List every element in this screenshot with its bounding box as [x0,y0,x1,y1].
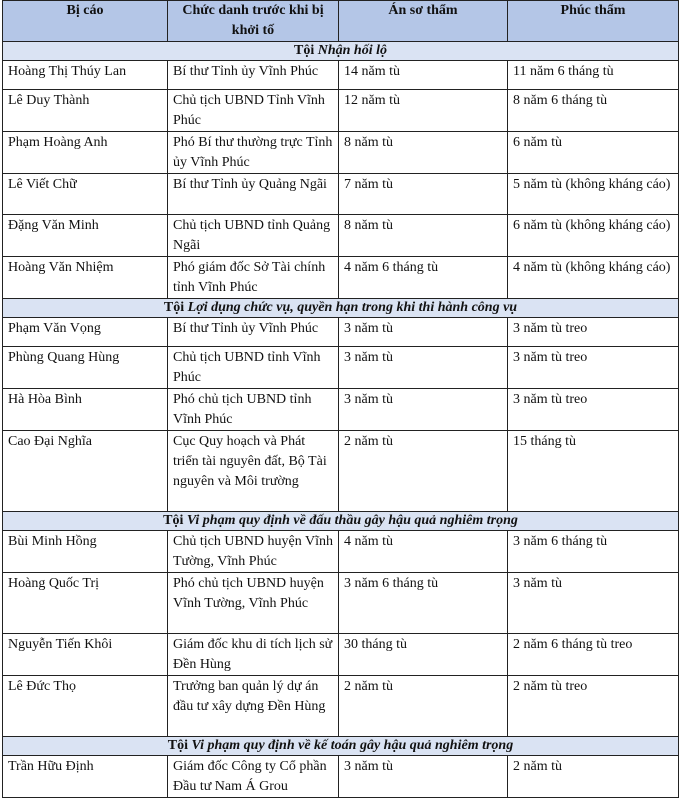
first-instance-cell: 7 năm tù [339,174,508,215]
defendant-cell: Đặng Văn Minh [3,215,168,257]
first-instance-cell: 14 năm tù [339,61,508,90]
table-row [3,215,679,257]
section-prefix: Tội [163,300,188,315]
appeal-cell: 2 năm tù [508,756,679,798]
defendant-cell: Hà Hòa Bình [3,389,168,431]
section-crime: Lợi dụng chức vụ, quyền hạn trong khi thi hành công vụ [187,300,518,315]
appeal-cell: 6 năm tù (không kháng cáo) [508,215,679,257]
section-header-abuse-of-power [3,299,679,318]
section-crime: Vi phạm quy định về kế toán gây hậu quả nghiêm trọng [191,738,514,753]
first-instance-cell: 3 năm tù [339,756,508,798]
table-row [3,347,679,389]
sentencing-table [2,0,679,798]
position-cell: Bí thư Tỉnh ủy Vĩnh Phúc [168,61,339,90]
position-cell: Phó Bí thư thường trực Tỉnh ủy Vĩnh Phúc [168,132,339,174]
defendant-cell: Phùng Quang Hùng [3,347,168,389]
table-row [3,174,679,215]
appeal-cell: 3 năm tù treo [508,389,679,431]
table-row [3,756,679,798]
defendant-cell: Cao Đại Nghĩa [3,431,168,512]
position-cell: Bí thư Tỉnh ủy Vĩnh Phúc [168,318,339,347]
appeal-cell: 3 năm tù treo [508,347,679,389]
header-first-instance: Án sơ thẩm [339,1,508,42]
appeal-cell: 2 năm 6 tháng tù treo [508,634,679,676]
first-instance-cell: 12 năm tù [339,90,508,132]
sentencing-table-container [2,0,678,798]
first-instance-cell: 3 năm 6 tháng tù [339,573,508,634]
position-cell: Chủ tịch UBND tỉnh Vĩnh Phúc [168,347,339,389]
position-cell: Giám đốc Công ty Cổ phần Đầu tư Nam Á Grou [168,756,339,798]
appeal-cell: 3 năm 6 tháng tù [508,531,679,573]
table-row [3,132,679,174]
defendant-cell: Nguyễn Tiến Khôi [3,634,168,676]
first-instance-cell: 3 năm tù [339,318,508,347]
appeal-cell: 15 tháng tù [508,431,679,512]
appeal-cell: 11 năm 6 tháng tù [508,61,679,90]
table-row [3,634,679,676]
appeal-cell: 2 năm tù treo [508,676,679,737]
first-instance-cell: 3 năm tù [339,389,508,431]
defendant-cell: Hoàng Thị Thúy Lan [3,61,168,90]
position-cell: Trưởng ban quản lý dự án đầu tư xây dựng Đền Hùng [168,676,339,737]
position-cell: Phó chủ tịch UBND tỉnh Vĩnh Phúc [168,389,339,431]
appeal-cell: 8 năm 6 tháng tù [508,90,679,132]
defendant-cell: Lê Viết Chữ [3,174,168,215]
position-cell: Chủ tịch UBND Tỉnh Vĩnh Phúc [168,90,339,132]
section-header-bidding-violation [3,512,679,531]
table-row [3,531,679,573]
table-row [3,90,679,132]
defendant-cell: Bùi Minh Hồng [3,531,168,573]
section-prefix: Tội [163,513,187,528]
defendant-cell: Lê Đức Thọ [3,676,168,737]
position-cell: Chủ tịch UBND tỉnh Quảng Ngãi [168,215,339,257]
position-cell: Chủ tịch UBND huyện Vĩnh Tường, Vĩnh Phúc [168,531,339,573]
table-row [3,676,679,737]
position-cell: Bí thư Tỉnh ủy Quảng Ngãi [168,174,339,215]
defendant-cell: Hoàng Văn Nhiệm [3,257,168,299]
defendant-cell: Lê Duy Thành [3,90,168,132]
position-cell: Giám đốc khu di tích lịch sử Đền Hùng [168,634,339,676]
first-instance-cell: 4 năm 6 tháng tù [339,257,508,299]
table-header [3,1,679,42]
defendant-cell: Phạm Hoàng Anh [3,132,168,174]
table-row [3,257,679,299]
header-defendant: Bị cáo [3,1,168,42]
first-instance-cell: 8 năm tù [339,132,508,174]
section-header-accounting-violation [3,737,679,756]
appeal-cell: 3 năm tù [508,573,679,634]
appeal-cell: 3 năm tù treo [508,318,679,347]
first-instance-cell: 2 năm tù [339,676,508,737]
position-cell: Phó chủ tịch UBND huyện Vĩnh Tường, Vĩnh Phúc [168,573,339,634]
section-prefix: Tội [294,43,318,58]
section-prefix: Tội [167,738,192,753]
position-cell: Cục Quy hoạch và Phát triển tài nguyên đất, Bộ Tài nguyên và Môi trường [168,431,339,512]
first-instance-cell: 8 năm tù [339,215,508,257]
position-cell: Phó giám đốc Sở Tài chính tỉnh Vĩnh Phúc [168,257,339,299]
section-header-bribery [3,42,679,61]
table-row [3,389,679,431]
appeal-cell: 4 năm tù (không kháng cáo) [508,257,679,299]
appeal-cell: 6 năm tù [508,132,679,174]
appeal-cell: 5 năm tù (không kháng cáo) [508,174,679,215]
first-instance-cell: 3 năm tù [339,347,508,389]
table-row [3,431,679,512]
table-row [3,573,679,634]
section-crime: Vi phạm quy định về đấu thầu gây hậu quả nghiêm trọng [186,513,518,528]
defendant-cell: Hoàng Quốc Trị [3,573,168,634]
header-appeal: Phúc thẩm [508,1,679,42]
first-instance-cell: 2 năm tù [339,431,508,512]
header-position: Chức danh trước khi bị khởi tố [168,1,339,42]
defendant-cell: Trần Hữu Định [3,756,168,798]
table-row [3,61,679,90]
first-instance-cell: 30 tháng tù [339,634,508,676]
defendant-cell: Phạm Văn Vọng [3,318,168,347]
first-instance-cell: 4 năm tù [339,531,508,573]
table-row [3,318,679,347]
section-crime: Nhận hối lộ [317,43,387,58]
